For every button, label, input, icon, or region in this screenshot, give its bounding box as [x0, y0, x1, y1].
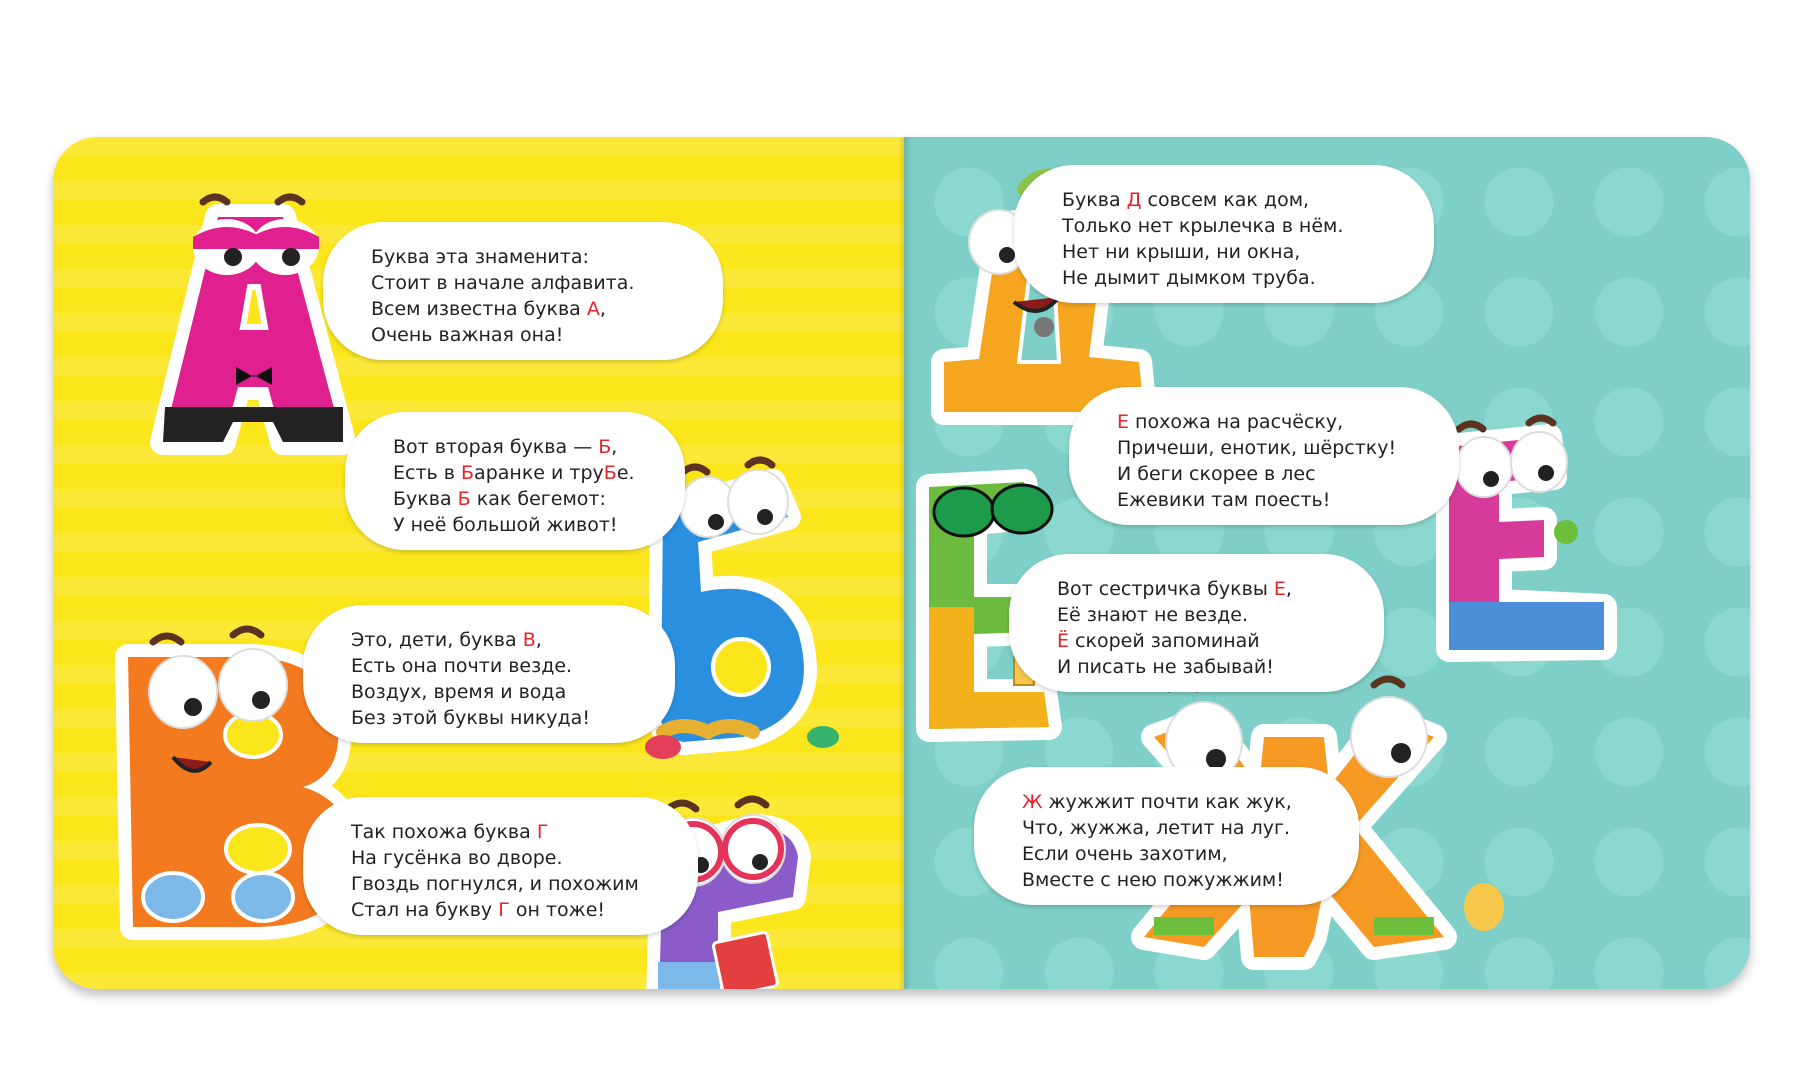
poem-v-line-4: Без этой буквы никуда!: [351, 707, 590, 729]
poem-v-line-1: Это, дети, буква В,: [351, 629, 542, 651]
poem-d-bubble: [1014, 165, 1434, 303]
poem-g-line-2: На гусёнка во дворе.: [351, 847, 563, 869]
poem-yo-line-2: Её знают не везде.: [1057, 604, 1249, 626]
poem-d-line-2: Только нет крылечка в нём.: [1062, 215, 1344, 237]
poem-a-line-3: Всем известна буква А,: [371, 298, 606, 320]
poem-v-line-2: Есть она почти везде.: [351, 655, 573, 677]
poem-e-bubble: [1069, 387, 1459, 525]
poem-e-line-2: Причеши, енотик, шёрстку!: [1117, 437, 1397, 459]
poem-g-line-3: Гвоздь погнулся, и похожим: [351, 873, 639, 895]
letter-e-character: [1449, 418, 1604, 650]
poem-a-bubble: [323, 222, 723, 360]
poem-zh-line-3: Если очень захотим,: [1022, 843, 1228, 865]
poem-g-bubble: [303, 797, 698, 935]
poem-a-line-2: Стоит в начале алфавита.: [371, 272, 635, 294]
poem-e-line-4: Ежевики там поесть!: [1117, 489, 1331, 511]
poem-yo-line-1: Вот сестричка буквы Е,: [1057, 578, 1292, 600]
poem-zh-bubble: [974, 767, 1359, 905]
poem-yo-line-4: И писать не забывай!: [1057, 656, 1274, 678]
poem-e-line-1: Е похожа на расчёску,: [1117, 411, 1344, 433]
poem-yo-bubble: [1009, 554, 1384, 692]
poem-v-line-3: Воздух, время и вода: [351, 681, 567, 703]
poem-b-line-2: Есть в Баранке и труБе.: [393, 462, 635, 484]
poem-b-line-1: Вот вторая буква — Б,: [393, 436, 618, 458]
poem-v-bubble: [303, 605, 675, 743]
letter-a-character: [163, 197, 343, 442]
poem-zh-line-1: Ж жужжит почти как жук,: [1022, 791, 1292, 813]
poem-a-line-4: Очень важная она!: [371, 324, 564, 346]
right-page: [904, 137, 1750, 989]
poem-g-line-4: Стал на букву Г он тоже!: [351, 899, 606, 921]
poem-b-line-3: Буква Б как бегемот:: [393, 488, 606, 510]
poem-e-line-3: И беги скорее в лес: [1117, 463, 1316, 485]
poem-d-line-4: Не дымит дымком труба.: [1062, 267, 1316, 289]
poem-d-line-3: Нет ни крыши, ни окна,: [1062, 241, 1301, 263]
poem-b-bubble: [345, 412, 685, 550]
book-spread: [53, 137, 1750, 989]
poem-g-line-1: Так похожа буква Г: [351, 821, 549, 843]
poem-b-line-4: У неё большой живот!: [393, 514, 618, 536]
poem-d-line-1: Буква Д совсем как дом,: [1062, 189, 1310, 211]
book-gutter: [898, 137, 912, 989]
left-page: [53, 137, 904, 989]
poem-yo-line-3: Ё скорей запоминай: [1057, 630, 1260, 652]
poem-zh-line-2: Что, жужжа, летит на луг.: [1022, 817, 1290, 839]
poem-a-line-1: Буква эта знаменита:: [371, 246, 589, 268]
poem-zh-line-4: Вместе с нею пожужжим!: [1022, 869, 1284, 891]
